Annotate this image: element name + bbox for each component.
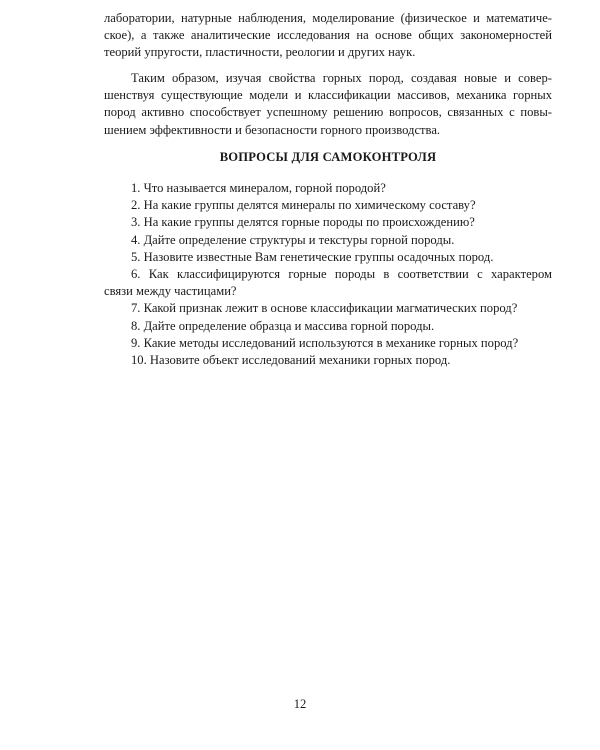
paragraph-conclusion: [104, 70, 552, 139]
paragraph-line: пород активно способствует успешному решению вопросов, связанных с повы-: [104, 105, 552, 120]
question-item: 3. На какие группы делятся горные породы по происхождению?: [131, 215, 475, 230]
question-item: 6. Как классифицируются горные породы в соответствии с характером: [131, 267, 552, 282]
questions-list: [104, 180, 552, 369]
paragraph-line: шением эффективности и безопасности горного производства.: [104, 122, 441, 137]
paragraph-line: ское), а также аналитические исследования на основе общих закономерностей: [104, 28, 552, 43]
question-item-continuation: связи между частицами?: [104, 284, 237, 299]
paragraph-intro-continued: [104, 10, 552, 62]
paragraph-line: теорий упругости, пластичности, реологии и других наук.: [104, 45, 416, 60]
question-item: 1. Что называется минералом, горной породой?: [131, 181, 386, 195]
question-item: 9. Какие методы исследований используются в механике горных пород?: [131, 335, 519, 350]
section-title: ВОПРОСЫ ДЛЯ САМОКОНТРОЛЯ: [219, 150, 437, 164]
question-item: 2. На какие группы делятся минералы по химическому составу?: [131, 198, 476, 213]
paragraph-line: лаборатории, натурные наблюдения, моделирование (физическое и математиче-: [104, 11, 552, 25]
question-item: 5. Назовите известные Вам генетические группы осадочных пород.: [131, 249, 494, 264]
paragraph-line: Таким образом, изучая свойства горных пород, создавая новые и совер-: [131, 71, 552, 85]
question-item: 4. Дайте определение структуры и текстуры горной породы.: [131, 232, 455, 247]
question-item: 10. Назовите объект исследований механики горных пород.: [131, 353, 451, 368]
question-item: 7. Какой признак лежит в основе классификации магматических пород?: [131, 301, 518, 316]
paragraph-line: шенствуя существующие модели и классификации массивов, механика горных: [104, 88, 552, 103]
question-item: 8. Дайте определение образца и массива горной породы.: [131, 318, 435, 333]
page-number: 12: [293, 697, 307, 711]
